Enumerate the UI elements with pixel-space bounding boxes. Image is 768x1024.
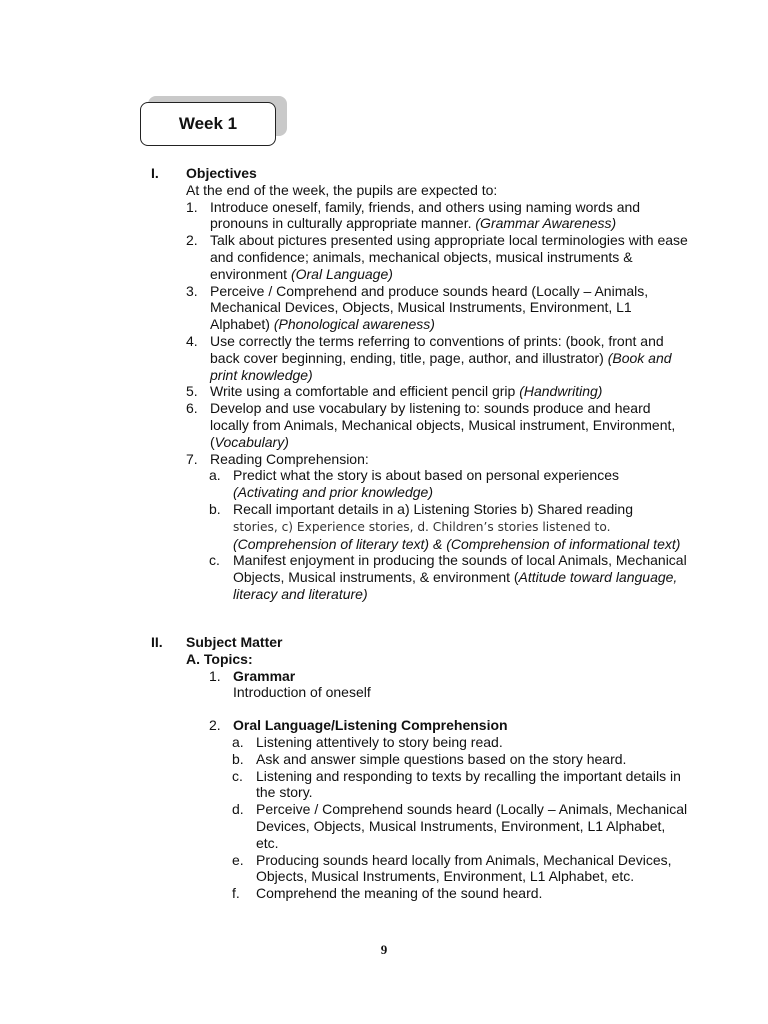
page-number: 9	[380, 942, 388, 957]
objective-item: 6. Develop and use vocabulary by listening to: sounds produce and heard locally from Animals, Mechanical objects, Musical instrument, Environment,(Vocabulary)	[186, 400, 676, 450]
topics-list	[209, 668, 691, 902]
objectives-intro: At the end of the week, the pupils are expected to:	[186, 181, 498, 198]
reading-comprehension-list	[209, 467, 691, 602]
oral-item: d. Perceive / Comprehend sounds heard (Locally – Animals, Mechanical Devices, Objects, Musical Instruments, Environment, L1 Alphabet, etc.	[232, 801, 688, 851]
oral-item: b. Ask and answer simple questions based on the story heard.	[232, 750, 627, 767]
objective-item: 4. Use correctly the terms referring to conventions of prints: (book, front and back cover beginning, ending, title, page, author, and illustrator) (Book and print knowledge)	[186, 332, 672, 383]
oral-item: a. Listening attentively to story being read.	[232, 733, 503, 750]
week-label: Week 1	[140, 102, 276, 146]
oral-item: e. Producing sounds heard locally from Animals, Mechanical Devices, Objects, Musical Instruments, Environment, L1 Alphabet, etc.	[232, 851, 672, 885]
topic-item: 1. Grammar Introduction of oneself	[209, 667, 371, 701]
section-roman-numeral: II.	[151, 634, 163, 650]
objective-item: 3. Perceive / Comprehend and produce sounds heard (Locally – Animals, Mechanical Devices, Objects, Musical Instruments, Environment, L1 Alphabet) (Phonological awareness)	[186, 282, 649, 333]
oral-item: c. Listening and responding to texts by recalling the important details in the story.	[232, 767, 681, 801]
reading-item: c. Manifest enjoyment in producing the sounds of local Animals, Mechanical Objects, Musical instruments, & environment (Attitude toward language, literacy and literature)	[209, 552, 687, 602]
section-title: Objectives	[186, 165, 257, 181]
section-roman-numeral: I.	[151, 165, 159, 181]
oral-language-list	[232, 734, 691, 902]
topics-heading: A. Topics:	[186, 650, 253, 667]
section-subject-matter	[151, 634, 691, 902]
section-objectives	[151, 165, 691, 603]
topic-item: 2. Oral Language/Listening Comprehension	[209, 717, 508, 734]
week-header	[140, 96, 286, 148]
objective-item: 5. Write using a comfortable and efficient pencil grip (Handwriting)	[186, 383, 603, 400]
oral-item: f. Comprehend the meaning of the sound heard.	[232, 885, 543, 902]
objective-item: 2. Talk about pictures presented using appropriate local terminologies with ease and confidence; animals, mechanical objects, musical instruments & environment (Oral Language)	[186, 232, 688, 282]
objective-item: 7. Reading Comprehension:	[186, 450, 369, 467]
reading-item: a. Predict what the story is about based on personal experiences (Activating and prior knowledge)	[209, 467, 620, 501]
reading-item: b. Recall important details in a) Listening Stories b) Shared reading stories, c) Experience stories, d. Children’s stories listened to. (Comprehension of literary text) & (Comprehension of informational text)	[209, 500, 681, 552]
section-title: Subject Matter	[186, 634, 283, 650]
objective-item: 1. Introduce oneself, family, friends, and others using naming words and pronouns in culturally appropriate manner. (Grammar Awareness)	[186, 198, 641, 232]
